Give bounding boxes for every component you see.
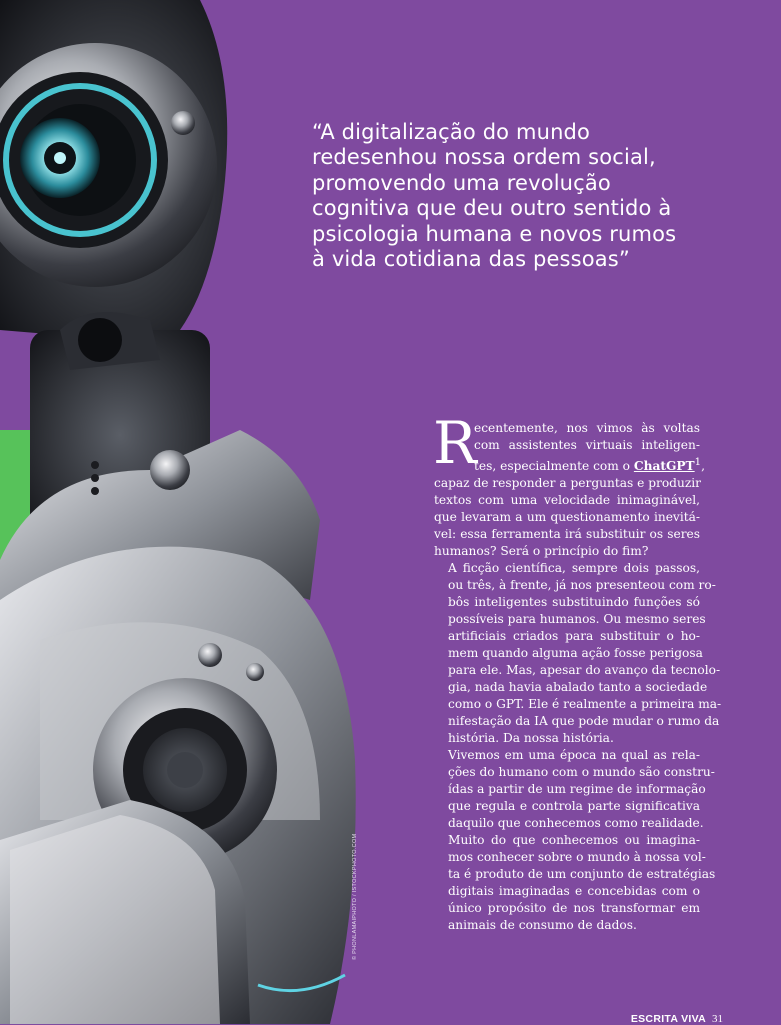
text-line: mem quando alguma ação fosse perigosa bbox=[448, 646, 703, 661]
text-line: mos conhecer sobre o mundo à nossa vol- bbox=[448, 850, 706, 865]
image-credit: © PHONLAMAIPHOTO / ISTOCKPHOTO.COM bbox=[352, 833, 358, 960]
pull-quote-line: à vida cotidiana das pessoas” bbox=[312, 247, 630, 272]
pull-quote-line: promovendo uma revolução bbox=[312, 170, 611, 195]
paragraph-2 bbox=[434, 560, 722, 747]
paragraph-4 bbox=[434, 832, 716, 934]
chatgpt-reference-link[interactable]: ChatGPT bbox=[633, 459, 695, 474]
text-line: história. Da nossa história. bbox=[448, 731, 614, 746]
text-line: possíveis para humanos. Ou mesmo seres bbox=[448, 612, 706, 627]
text-line: bôs inteligentes substituindo funções só bbox=[448, 595, 700, 610]
page-footer bbox=[631, 1013, 723, 1025]
pull-quote-line: cognitiva que deu outro sentido à bbox=[312, 196, 672, 221]
pull-quote-line: redesenhou nossa ordem social, bbox=[312, 145, 656, 170]
text-line: ídas a partir de um regime de informação bbox=[448, 782, 706, 797]
text-line: gia, nada havia abalado tanto a sociedade bbox=[448, 680, 708, 695]
text-line: artificiais criados para substituir o ho- bbox=[448, 629, 700, 644]
drop-cap: R bbox=[433, 409, 477, 477]
text-line: como o GPT. Ele é realmente a primeira ma- bbox=[448, 697, 722, 712]
footnote-marker: 1 bbox=[694, 457, 702, 468]
pull-quote-line: “A digitalização do mundo bbox=[312, 120, 591, 144]
text-line: para ele. Mas, apesar do avanço da tecnolo- bbox=[448, 663, 721, 678]
text-line: animais de consumo de dados. bbox=[448, 918, 637, 933]
text-line: ecentemente, nos vimos às voltas bbox=[474, 421, 700, 435]
text-line: digitais imaginadas e concebidas com o bbox=[448, 884, 700, 899]
text-segment: , bbox=[701, 459, 705, 474]
text-line: Vivemos em uma época na qual as rela- bbox=[448, 748, 700, 763]
paragraph-3 bbox=[434, 747, 715, 832]
pull-quote bbox=[312, 120, 752, 272]
text-line: Muito do que conhecemos ou imagina- bbox=[448, 833, 700, 848]
page-number: 31 bbox=[712, 1013, 723, 1025]
text-line: nifestação da IA que pode mudar o rumo da bbox=[448, 714, 720, 729]
text-line: vel: essa ferramenta irá substituir os seres bbox=[434, 527, 700, 542]
text-line: ções do humano com o mundo são constru- bbox=[448, 765, 715, 780]
publication-name: ESCRITA VIVA bbox=[630, 1013, 706, 1025]
text-line: com assistentes virtuais inteligen- bbox=[474, 438, 700, 452]
article-body bbox=[433, 409, 722, 934]
text-line: capaz de responder a perguntas e produzir bbox=[434, 476, 701, 491]
text-line: A ficção científica, sempre dois passos, bbox=[448, 561, 700, 576]
text-line: ta é produto de um conjunto de estratégias bbox=[448, 867, 716, 882]
text-segment: tes, especialmente com o bbox=[474, 459, 634, 474]
pull-quote-line: psicologia humana e novos rumos bbox=[312, 221, 677, 246]
text-line: humanos? Será o princípio do fim? bbox=[434, 544, 649, 559]
text-line: daquilo que conhecemos como realidade. bbox=[448, 816, 704, 831]
text-line: que levaram a um questionamento inevitá- bbox=[434, 510, 700, 525]
text-line: textos com uma velocidade inimaginável, bbox=[434, 493, 700, 508]
text-line: ou três, à frente, já nos presenteou com ro- bbox=[448, 578, 716, 593]
text-line: único propósito de nos transformar em bbox=[448, 901, 700, 916]
text-line: que regula e controla parte significativa bbox=[448, 799, 700, 814]
